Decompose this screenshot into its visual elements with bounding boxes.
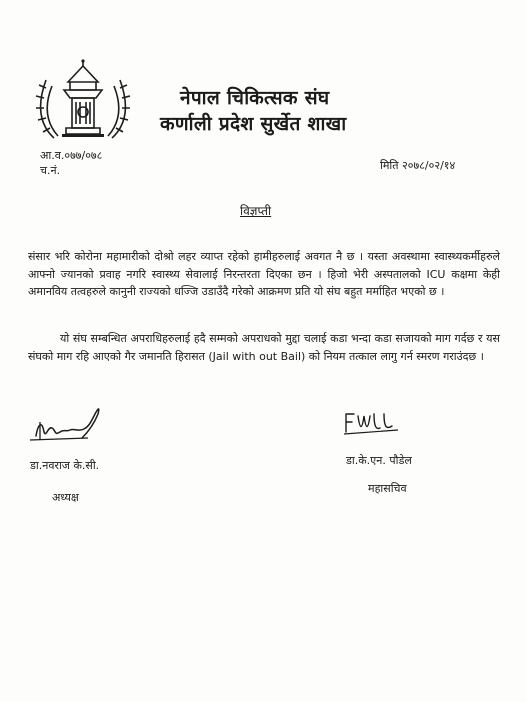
notice-paragraph-1: संसार भरि कोरोना महामारीको दोश्रो लहर व्याप्त रहेको हामीहरुलाई अवगत नै छ । यस्ता अवस्थामा स्वास्थ्यकर्मीहरुले आफ्नो ज्यानको प्रवाह नगरि स्वास्थ्य सेवालाई निरन्तरता दिएका छन । हिजो भेरी अस्पतालको ICU कक्षमा केही अमानविय तत्वहरुले कानुनी राज्यको धज्जि उडाउँदै गरेको आक्रमण प्रति यो संघ बहुत मर्माहित भएको छ । xyxy=(28,250,500,298)
left-signatory-name: डा.नवराज के.सी. xyxy=(30,459,100,472)
left-signatory-title: अध्यक्ष xyxy=(52,491,79,504)
notice-title: विज्ञप्ती xyxy=(240,204,272,218)
nepal-medical-association-emblem-icon xyxy=(24,58,142,144)
dispatch-number: च.नं. xyxy=(40,164,61,177)
right-signatory-title: महासचिव xyxy=(368,482,407,495)
letter-date: मिति २०७८/०२/१४ xyxy=(380,159,456,172)
notice-paragraph-2: यो संघ सम्बन्धित अपराधिहरुलाई हदै सम्मको अपराधको मुद्दा चलाई कडा भन्दा कडा सजायको माग गर्दछ र यस संघको माग रहि आएको गैर जमानति हिरासत (Jail with out Bail) को नियम तत्काल लागु गर्न स्मरण गराउंदछ । xyxy=(28,332,500,363)
fiscal-year: आ.व.०७७/०७८ xyxy=(40,149,103,162)
handwritten-signature-icon xyxy=(340,404,404,438)
organization-branch: कर्णाली प्रदेश सुर्खेत शाखा xyxy=(160,113,347,135)
handwritten-signature-icon xyxy=(28,402,108,444)
right-signatory-name: डा.के.एन. पौडेल xyxy=(346,454,412,467)
organization-name: नेपाल चिकित्सक संघ xyxy=(180,87,330,109)
